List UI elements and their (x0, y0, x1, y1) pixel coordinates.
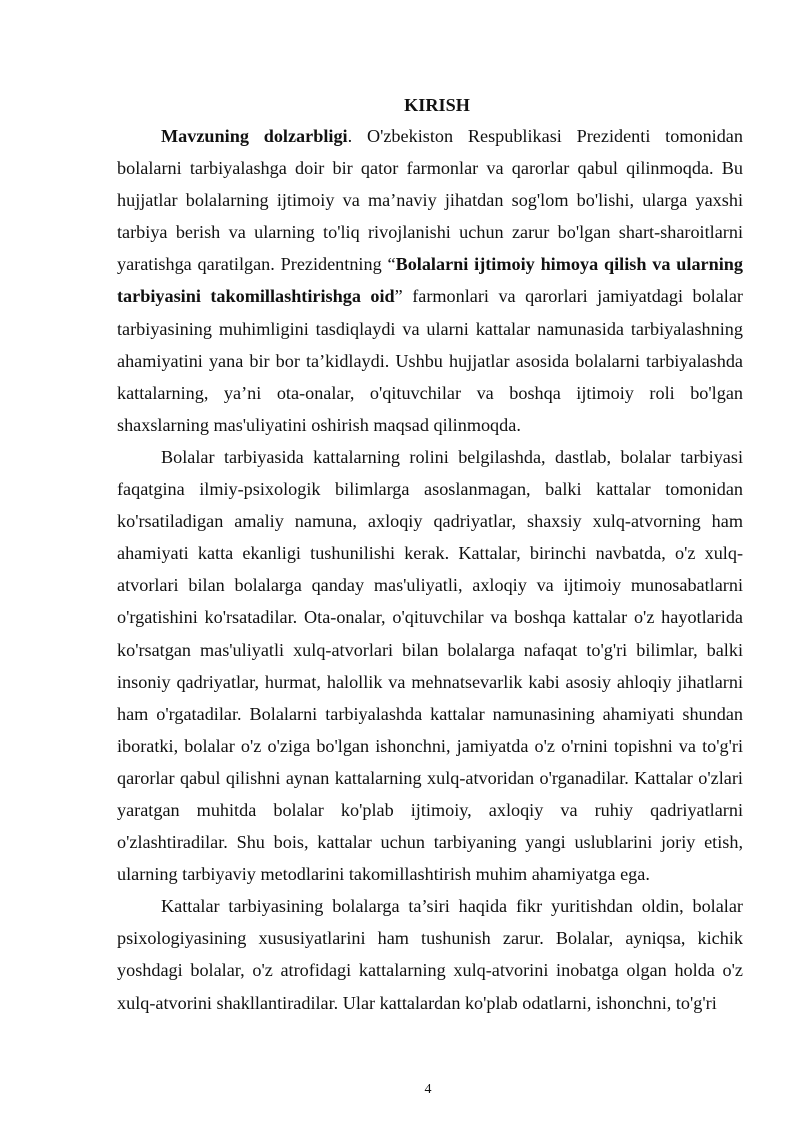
page-number: 4 (424, 1082, 432, 1097)
paragraph-relevance (117, 120, 743, 441)
relevance-lead: Mavzuning dolzarbligi (161, 126, 348, 146)
relevance-lead-punct: . (347, 126, 353, 146)
paragraph-adults-role: Bolalar tarbiyasida kattalarning rolini belgilashda, dastlab, bolalar tarbiyasi faqatgina ilmiy-psixologik bilimlarga asoslanmagan, balki kattalar tomonidan ko'rsatiladigan amaliy namuna, axloqiy qadriyatlar, shaxsiy xulq-atvorning ham ahamiyati katta ekanligi tushunilishi kerak. Kattalar, birinchi navbatda, o'z xulq-atvorlari bilan bolalarga qanday mas'uliyatli, axloqiy va ijtimoiy munosabatlarni o'rgatishini ko'rsatadilar. Ota-onalar, o'qituvchilar va boshqa kattalar o'z hayotlarida ko'rsatgan mas'uliyatli xulq-atvorlari bilan bolalarga nafaqat to'g'ri bilimlar, balki insoniy qadriyatlar, hurmat, halollik va mehnatsevarlik kabi asosiy ahloqiy jihatlarni ham o'rgatadilar. Bolalarni tarbiyalashda kattalar namunasining ahamiyati shundan iboratki, bolalar o'z o'ziga bo'lgan ishonchni, jamiyatda o'z o'rnini topishni va to'g'ri qarorlar qabul qilishni aynan kattalarning xulq-atvoridan o'rganadilar. Kattalar o'zlari yaratgan muhitda bolalar ko'plab ijtimoiy, axloqiy va ruhiy qadriyatlarni o'zlashtiradilar. Shu bois, kattalar uchun tarbiyaning yangi uslublarini joriy etish, ularning tarbiyaviy metodlarini takomillashtirish muhim ahamiyatga ega. (117, 446, 743, 885)
section-heading: KIRISH (404, 95, 470, 115)
paragraph-child-psychology: Kattalar tarbiyasining bolalarga ta’siri haqida fikr yuritishdan oldin, bolalar psixologiyasining xususiyatlarini ham tushunish zarur. Bolalar, ayniqsa, kichik yoshdagi bolalar, o'z atrofidagi kattalarning xulq-atvorini inobatga olgan holda o'z xulq-atvorini shakllantiradilar. Ular kattalardan ko'plab odatlarni, ishonchni, to'g'ri (117, 896, 743, 1013)
decree-title: Bolalarni ijtimoiy himoya qilish va ularning tarbiyasini takomillashtirishga oid (117, 254, 743, 307)
paragraph-relevance-text-b: ” farmonlari va qarorlari jamiyatdagi bolalar tarbiyasining muhimligini tasdiqlaydi va ularni kattalar namunasida tarbiyalashning ahamiyatini yana bir bor ta’kidlaydi. Ushbu hujjatlar asosida bolalarni tarbiyalashda kattalarning, ya’ni ota-onalar, o'qituvchilar va boshqa ijtimoiy roli bo'lgan shaxslarning mas'uliyatini oshirish maqsad qilinmoqda. (117, 286, 743, 435)
paragraph-relevance-text-a: O'zbekiston Respublikasi Prezidenti tomonidan bolalarni tarbiyalashga doir bir qator farmonlar va qarorlar qabul qilinmoqda. Bu hujjatlar bolalarning ijtimoiy va ma’naviy jihatdan sog'lom bo'lishi, ularga yaxshi tarbiya berish va ularning to'liq rivojlanishi uchun zarur bo'lgan shart-sharoitlarni yaratishga qaratilgan. Prezidentning “ (117, 126, 743, 275)
document-page (117, 90, 743, 1019)
